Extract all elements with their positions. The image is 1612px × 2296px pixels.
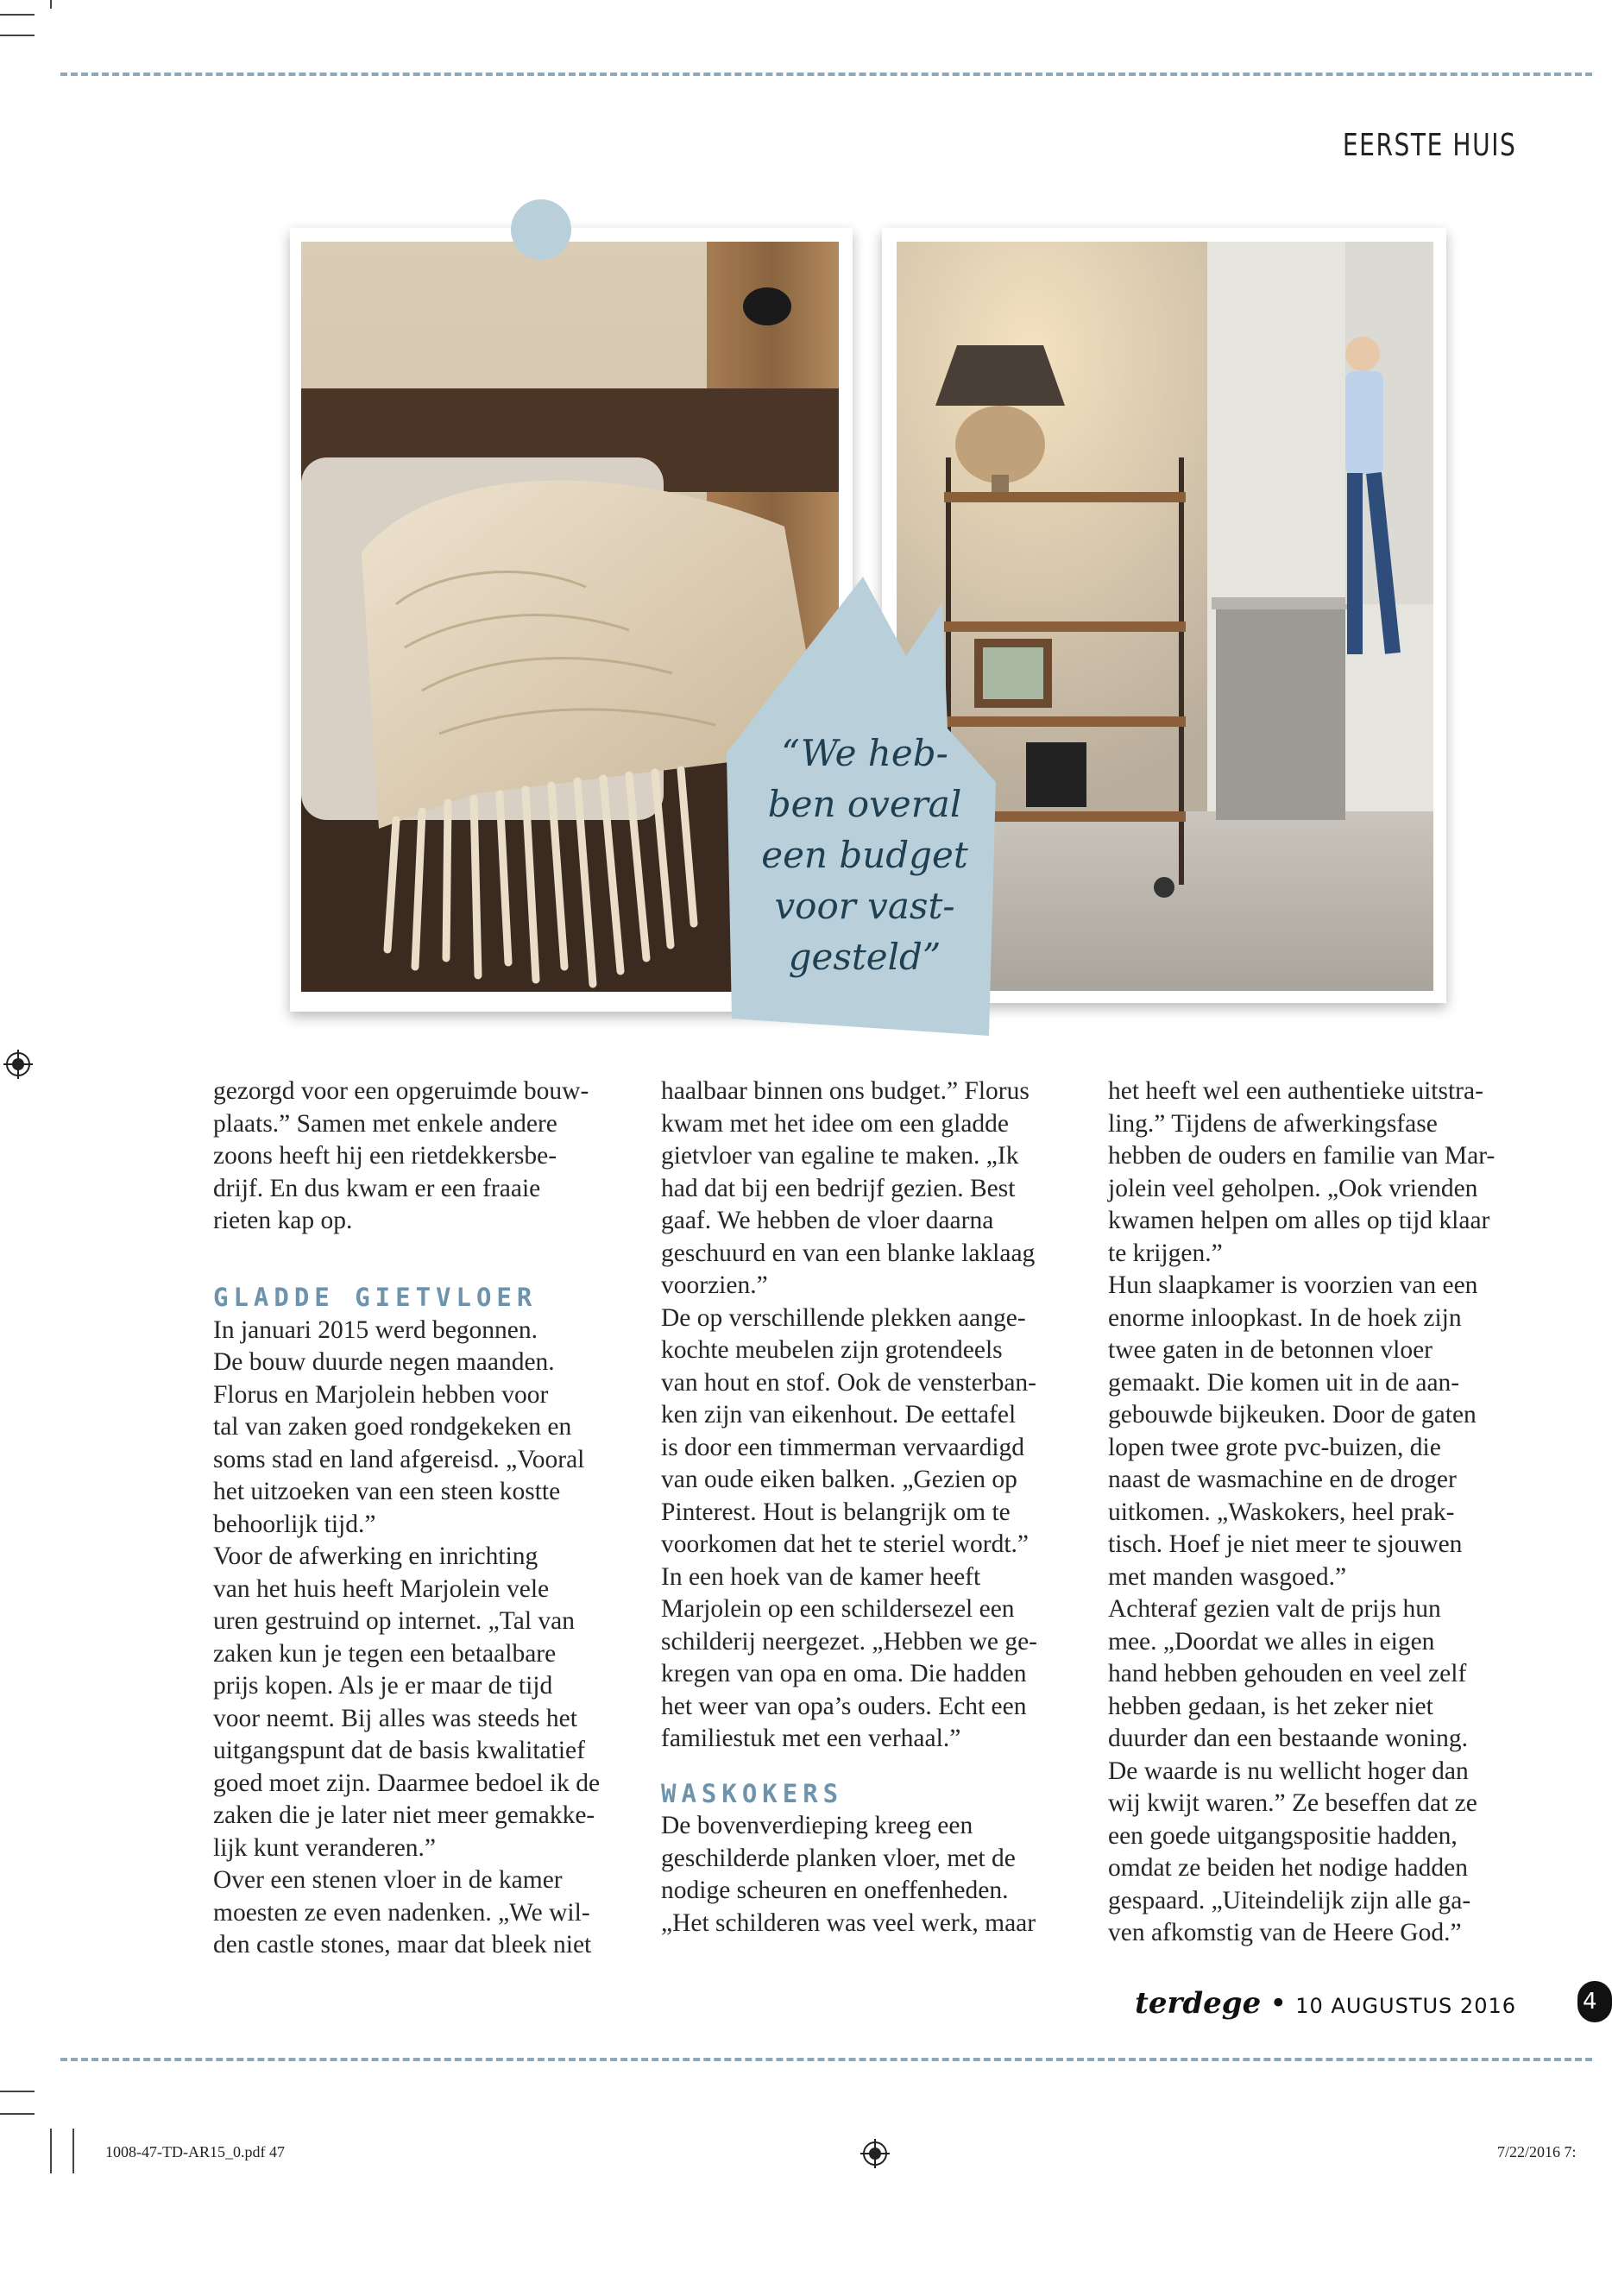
text-line: schilderij neergezet. „Hebben we ge- xyxy=(661,1627,1038,1656)
column-1-body xyxy=(213,1315,627,1962)
registration-mark xyxy=(860,2139,890,2168)
text-line: uitgangspunt dat de basis kwalitatief xyxy=(213,1737,585,1764)
text-line: van oude eiken balken. „Gezien op xyxy=(661,1466,1017,1493)
pull-quote-line: ben overal xyxy=(767,783,962,825)
text-line: Florus en Marjolein hebben voor xyxy=(213,1380,549,1409)
text-line: haalbaar binnen ons budget.” Florus xyxy=(661,1077,1030,1105)
crop-mark xyxy=(0,2091,35,2092)
text-line: Achteraf gezien valt de prijs hun xyxy=(1108,1595,1441,1623)
article-column-2 xyxy=(661,1075,1075,1940)
subheading-gladde-gietvloer: GLADDE GIETVLOER xyxy=(213,1283,538,1312)
text-line: omdat ze beiden het nodige hadden xyxy=(1108,1854,1468,1882)
article-column-3 xyxy=(1108,1075,1522,1950)
text-line: De waarde is nu wellicht hoger dan xyxy=(1108,1757,1469,1785)
text-line: is door een timmerman vervaardigd xyxy=(661,1433,1025,1461)
text-line: De bovenverdieping kreeg een xyxy=(661,1812,973,1839)
text-line: jolein veel geholpen. „Ook vrienden xyxy=(1108,1174,1478,1202)
text-line: kwamen helpen om alles op tijd klaar xyxy=(1108,1207,1490,1234)
text-line: hebben de ouders en familie van Mar- xyxy=(1108,1142,1496,1170)
text-line: familiestuk met een verhaal.” xyxy=(661,1725,961,1752)
pull-quote-line: “We heb- xyxy=(781,732,948,774)
text-line: moesten ze even nadenken. „We wil- xyxy=(213,1898,590,1927)
print-slug-file: 1008-47-TD-AR15_0.pdf 47 xyxy=(105,2143,285,2160)
text-line: te krijgen.” xyxy=(1108,1239,1223,1267)
text-line: van hout en stof. Ook de vensterban- xyxy=(661,1368,1037,1397)
text-line: het heeft wel een authentieke uitstra- xyxy=(1108,1077,1483,1105)
text-line: De bouw duurde negen maanden. xyxy=(213,1348,555,1376)
text-line: twee gaten in de betonnen vloer xyxy=(1108,1336,1433,1364)
print-slug-datetime: 7/22/2016 7: xyxy=(1497,2143,1577,2160)
text-line: ling.” Tijdens de afwerkingsfase xyxy=(1108,1109,1438,1138)
bottom-dashed-rule xyxy=(60,2058,1592,2061)
crop-mark xyxy=(50,0,52,9)
text-line: met manden wasgoed.” xyxy=(1108,1562,1347,1591)
text-line: voorkomen dat het te steriel wordt.” xyxy=(661,1530,1029,1558)
crop-mark xyxy=(0,35,35,36)
column-2-body xyxy=(661,1810,1075,1940)
text-line: den castle stones, maar dat bleek niet xyxy=(213,1931,592,1959)
crop-mark xyxy=(0,2113,35,2115)
crop-mark xyxy=(50,2129,52,2173)
text-line: behoorlijk tijd.” xyxy=(213,1510,376,1538)
decorative-dot xyxy=(511,199,571,260)
text-line: drijf. En dus kwam er een fraaie xyxy=(213,1174,541,1202)
text-line: ken zijn van eikenhout. De eettafel xyxy=(661,1401,1017,1429)
footer-brand: terdege xyxy=(1135,1986,1262,2021)
text-line: nodige scheuren en oneffenheden. xyxy=(661,1877,1009,1904)
text-line: De op verschillende plekken aange- xyxy=(661,1303,1026,1332)
text-line: het uitzoeken van een steen kostte xyxy=(213,1478,561,1505)
text-line: het weer van opa’s ouders. Echt een xyxy=(661,1692,1027,1720)
article-column-1 xyxy=(213,1075,627,1962)
text-line: geschuurd en van een blanke laklaag xyxy=(661,1239,1036,1267)
text-line: naast de wasmachine en de droger xyxy=(1108,1466,1457,1493)
paragraph-gap xyxy=(213,1238,627,1271)
text-line: enorme inloopkast. In de hoek zijn xyxy=(1108,1303,1462,1332)
text-line: ven afkomstig van de Heere God.” xyxy=(1108,1919,1462,1946)
pull-quote-line: gesteld” xyxy=(788,936,941,978)
text-line: een goede uitgangspositie hadden, xyxy=(1108,1821,1458,1850)
top-dashed-rule xyxy=(60,73,1592,76)
crop-mark xyxy=(72,2129,74,2173)
text-line: goed moet zijn. Daarmee bedoel ik de xyxy=(213,1769,601,1797)
text-line: plaats.” Samen met enkele andere xyxy=(213,1109,557,1138)
pull-quote xyxy=(735,728,994,982)
column-1-intro xyxy=(213,1075,627,1238)
text-line: uren gestruind op internet. „Tal van xyxy=(213,1607,575,1635)
footer-separator: • xyxy=(1269,1986,1288,2021)
text-line: kregen van opa en oma. Die hadden xyxy=(661,1660,1027,1687)
column-3-body xyxy=(1108,1075,1522,1950)
registration-mark xyxy=(3,1050,33,1079)
text-line: prijs kopen. Als je er maar de tijd xyxy=(213,1672,553,1700)
text-line: hand hebben gehouden en veel zelf xyxy=(1108,1660,1467,1687)
text-line: wij kwijt waren.” Ze beseffen dat ze xyxy=(1108,1789,1477,1817)
text-line: In een hoek van de kamer heeft xyxy=(661,1562,981,1591)
column-2-intro xyxy=(661,1075,1075,1756)
text-line: zaken die je later niet meer gemakke- xyxy=(213,1801,595,1829)
text-line: „Het schilderen was veel werk, maar xyxy=(661,1908,1036,1937)
text-line: Pinterest. Hout is belangrijk om te xyxy=(661,1498,1011,1526)
text-line: kwam met het idee om een gladde xyxy=(661,1109,1010,1138)
text-line: Marjolein op een schildersezel een xyxy=(661,1595,1015,1623)
text-line: voorzien.” xyxy=(661,1271,768,1299)
text-line: voor neemt. Bij alles was steeds het xyxy=(213,1704,577,1732)
text-line: gietvloer van egaline te maken. „Ik xyxy=(661,1142,1019,1170)
pull-quote-line: voor vast- xyxy=(774,885,955,927)
text-line: tisch. Hoef je niet meer te sjouwen xyxy=(1108,1530,1463,1558)
section-header: EERSTE HUIS xyxy=(1342,128,1516,163)
text-line: tal van zaken goed rondgekeken en xyxy=(213,1413,572,1441)
text-line: rieten kap op. xyxy=(213,1207,353,1234)
text-line: had dat bij een bedrijf gezien. Best xyxy=(661,1174,1016,1202)
text-line: zaken kun je tegen een betaalbare xyxy=(213,1639,557,1668)
text-line: van het huis heeft Marjolein vele xyxy=(213,1574,550,1603)
text-line: gespaard. „Uiteindelijk zijn alle ga- xyxy=(1108,1886,1471,1914)
text-line: kochte meubelen zijn grotendeels xyxy=(661,1336,1003,1364)
text-line: Voor de afwerking en inrichting xyxy=(213,1542,538,1570)
footer-date: 10 AUGUSTUS 2016 xyxy=(1295,1994,1516,2018)
text-line: lopen twee grote pvc-buizen, die xyxy=(1108,1433,1441,1461)
text-line: gezorgd voor een opgeruimde bouw- xyxy=(213,1077,589,1105)
text-line: lijk kunt veranderen.” xyxy=(213,1833,437,1862)
footer-masthead xyxy=(1135,1986,1516,2021)
text-line: geschilderde planken vloer, met de xyxy=(661,1844,1016,1872)
text-line: In januari 2015 werd begonnen. xyxy=(213,1315,538,1344)
text-line: Over een stenen vloer in de kamer xyxy=(213,1866,563,1894)
text-line: soms stad en land afgereisd. „Vooral xyxy=(213,1445,585,1473)
text-line: gaaf. We hebben de vloer daarna xyxy=(661,1207,994,1234)
text-line: hebben gedaan, is het zeker niet xyxy=(1108,1692,1433,1720)
text-line: zoons heeft hij een rietdekkersbe- xyxy=(213,1142,557,1170)
crop-mark xyxy=(0,14,35,16)
text-line: mee. „Doordat we alles in eigen xyxy=(1108,1627,1435,1656)
text-line: gemaakt. Die komen uit in de aan- xyxy=(1108,1368,1460,1397)
page-number: 4 xyxy=(1577,1981,1612,2022)
pull-quote-line: een budget xyxy=(761,834,968,876)
subheading-waskokers: WASKOKERS xyxy=(661,1778,844,1808)
text-line: Hun slaapkamer is voorzien van een xyxy=(1108,1271,1478,1299)
text-line: duurder dan een bestaande woning. xyxy=(1108,1725,1468,1752)
text-line: gebouwde bijkeuken. Door de gaten xyxy=(1108,1401,1477,1429)
text-line: uitkomen. „Waskokers, heel prak- xyxy=(1108,1498,1455,1526)
